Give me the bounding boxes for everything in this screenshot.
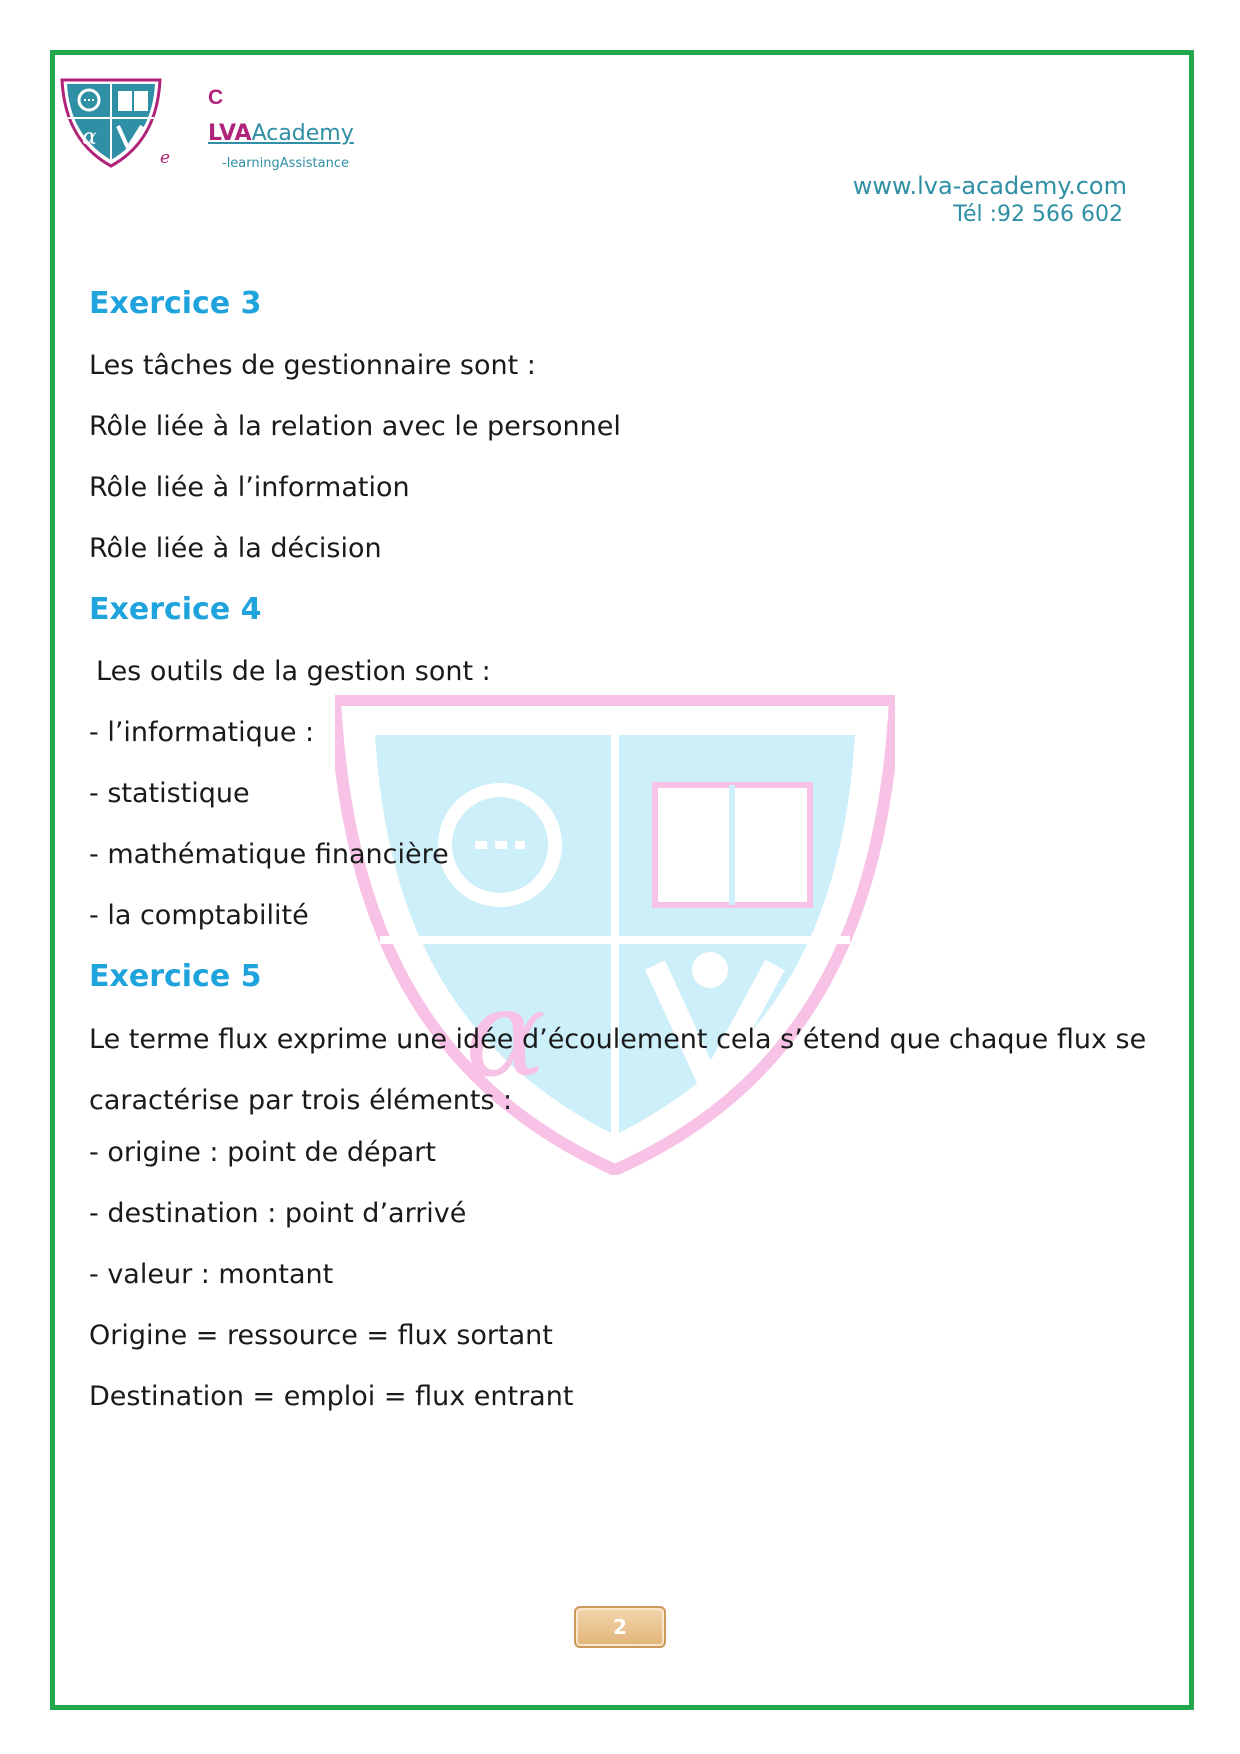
- brand-lva: LVA: [208, 121, 252, 146]
- text-line: Rôle liée à la relation avec le personnel: [89, 411, 621, 442]
- phone-number: Tél :92 566 602: [953, 202, 1123, 227]
- paragraph: Le terme flux exprime une idée d’écoulement cela s’étend que chaque flux se caractérise par trois éléments :: [89, 1024, 1147, 1116]
- page-number-badge: 2: [574, 1606, 666, 1648]
- list-item: - valeur : montant: [89, 1259, 334, 1290]
- list-item: - statistique: [89, 778, 250, 809]
- brand-name: [208, 121, 354, 146]
- text-line: Les tâches de gestionnaire sont :: [89, 350, 536, 381]
- list-item: - la comptabilité: [89, 900, 309, 931]
- text-line: Rôle liée à l’information: [89, 472, 410, 503]
- list-item: - mathématique financière: [89, 839, 449, 870]
- brand-c: C: [208, 86, 224, 109]
- brand-academy: Academy: [251, 121, 354, 146]
- section-title: Exercice 3: [89, 286, 262, 321]
- list-item: - origine : point de départ: [89, 1137, 436, 1168]
- brand-tagline: -learningAssistance: [222, 156, 349, 171]
- list-item: - destination : point d’arrivé: [89, 1198, 467, 1229]
- shield-logo: [58, 78, 164, 168]
- svg-text:α: α: [465, 965, 547, 1104]
- text-line: Rôle liée à la décision: [89, 533, 382, 564]
- text-line: Les outils de la gestion sont :: [96, 656, 491, 687]
- list-item: - l’informatique :: [89, 717, 315, 748]
- website-link[interactable]: www.lva-academy.com: [852, 172, 1127, 200]
- document-body: [89, 282, 1149, 1436]
- text-line: Origine = ressource = flux sortant: [89, 1320, 553, 1351]
- brand-e: e: [160, 148, 171, 168]
- text-line: Destination = emploi = flux entrant: [89, 1381, 574, 1412]
- section-title: Exercice 5: [89, 959, 262, 994]
- alpha-icon: α: [82, 125, 97, 150]
- section-title: Exercice 4: [89, 592, 262, 627]
